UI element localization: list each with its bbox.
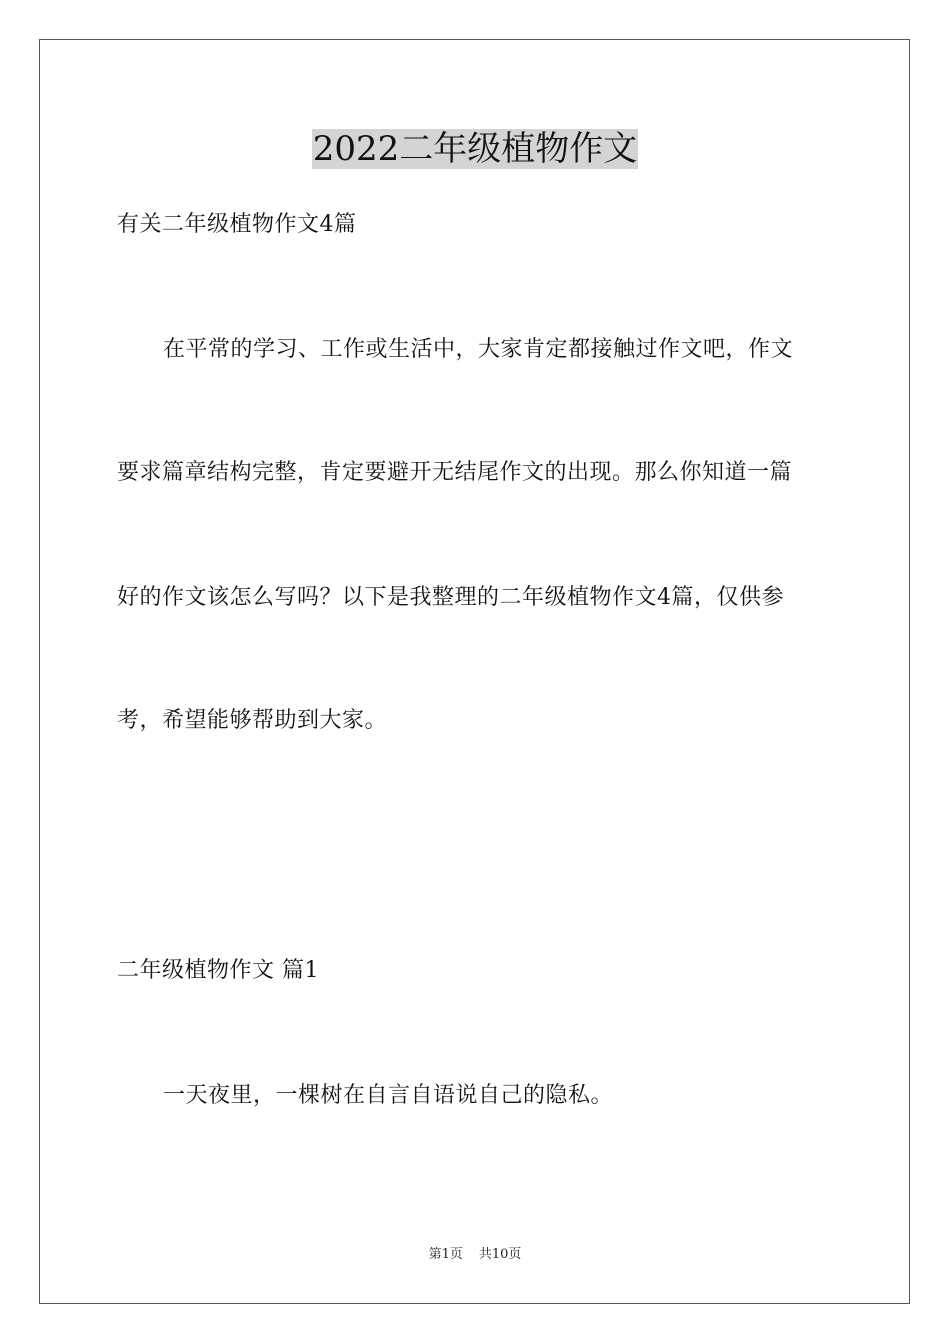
intro-line-1: 在平常的学习、工作或生活中，大家肯定都接触过作文吧，作文 xyxy=(163,337,794,362)
intro-line-2: 要求篇章结构完整，肯定要避开无结尾作文的出现。那么你知道一篇 xyxy=(117,460,793,485)
section-heading: 二年级植物作文 篇1 xyxy=(117,958,319,983)
page-number: 第1页 xyxy=(428,1247,463,1262)
document-subtitle: 有关二年级植物作文4篇 xyxy=(117,212,357,237)
page-footer xyxy=(0,1246,950,1264)
document-title xyxy=(0,126,950,172)
intro-line-4: 考，希望能够帮助到大家。 xyxy=(117,708,388,733)
section-paragraph-line: 一天夜里，一棵树在自言自语说自己的隐私。 xyxy=(163,1083,614,1108)
document-title-text: 2022二年级植物作文 xyxy=(312,129,638,169)
intro-line-3: 好的作文该怎么写吗？以下是我整理的二年级植物作文4篇，仅供参 xyxy=(117,585,784,610)
page-total: 共10页 xyxy=(478,1247,522,1262)
